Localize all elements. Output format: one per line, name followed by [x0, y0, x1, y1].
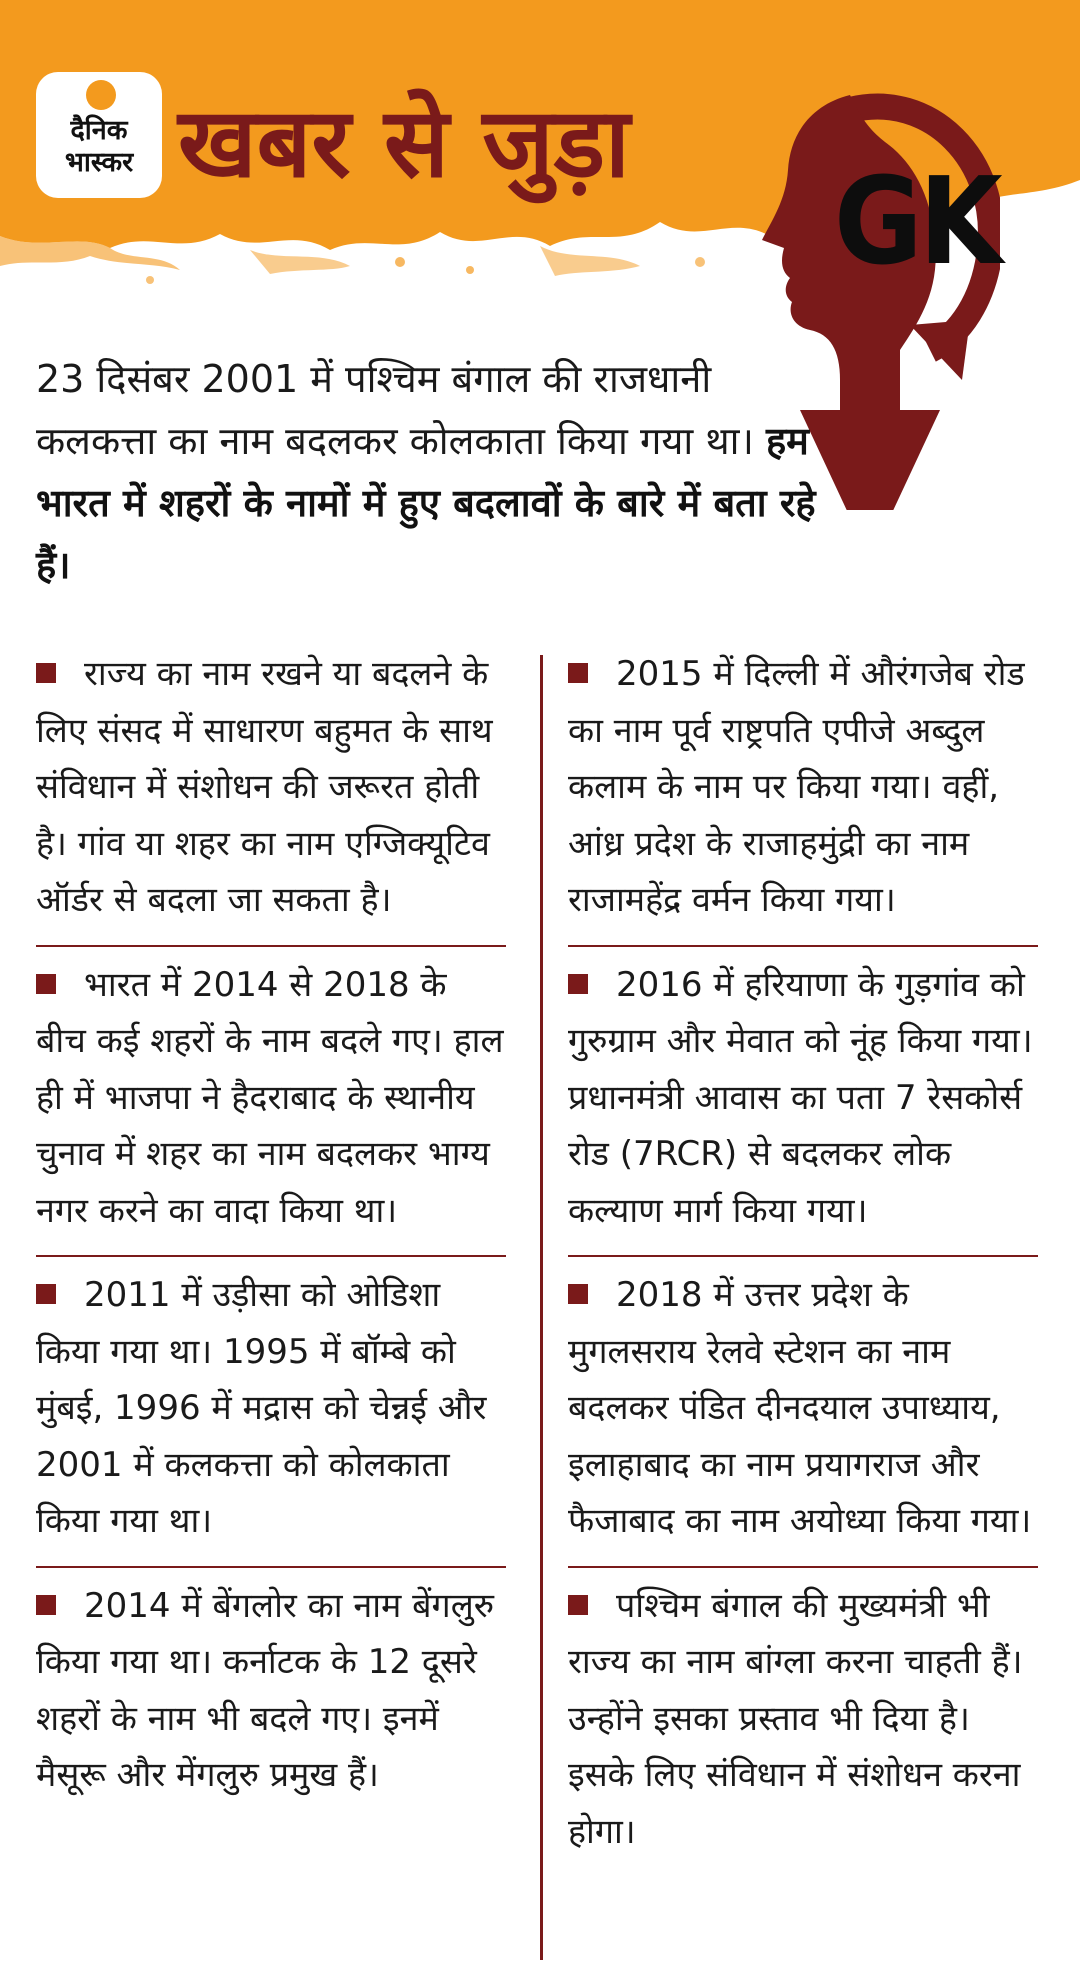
fact-item	[36, 945, 506, 1256]
fact-text: राज्य का नाम रखने या बदलने के लिए संसद में साधारण बहुमत के साथ संविधान में संशोधन की जरूरत होती है। गांव या शहर का नाम एग्जिक्यूटिव ऑर्डर से बदला जा सकता है।	[36, 654, 493, 920]
bullet-square-icon	[36, 1284, 56, 1304]
fact-text: 2011 में उड़ीसा को ओडिशा किया गया था। 1995 में बॉम्बे को मुंबई, 1996 में मद्रास को चेन्नई और 2001 में कलकत्ता को कोलकाता किया गया था।	[36, 1275, 487, 1541]
bullet-square-icon	[36, 663, 56, 683]
left-column	[36, 636, 506, 1820]
dainik-bhaskar-logo	[36, 72, 162, 198]
bullet-square-icon	[568, 1595, 588, 1615]
intro-paragraph	[36, 348, 816, 596]
intro-bold-text: हम भारत में शहरों के नामों में हुए बदलावों के बारे में बता रहे हैं।	[36, 419, 816, 587]
fact-text: पश्चिम बंगाल की मुख्यमंत्री भी राज्य का नाम बांग्ला करना चाहती हैं। उन्होंने इसका प्रस्ताव भी दिया है। इसके लिए संविधान में संशोधन करना होगा।	[568, 1585, 1023, 1852]
bullet-square-icon	[568, 1284, 588, 1304]
logo-text-line2: भास्कर	[64, 147, 134, 178]
fact-item	[568, 1566, 1038, 1877]
fact-item	[36, 1566, 506, 1820]
fact-text: भारत में 2014 से 2018 के बीच कई शहरों के नाम बदले गए। हाल ही में भाजपा ने हैदराबाद के स्थानीय चुनाव में शहर का नाम बदलकर भाग्य नगर करने का वादा किया था।	[36, 964, 504, 1231]
fact-item	[568, 1255, 1038, 1566]
bullet-square-icon	[36, 974, 56, 994]
sun-icon	[86, 80, 116, 110]
fact-text: 2014 में बेंगलोर का नाम बेंगलुरु किया गया था। कर्नाटक के 12 दूसरे शहरों के नाम भी बदले गए। इनमें मैसूरू और मेंगलुरु प्रमुख हैं।	[36, 1585, 495, 1795]
fact-item	[568, 945, 1038, 1256]
bullet-square-icon	[36, 1595, 56, 1615]
fact-item	[568, 636, 1038, 945]
right-column	[568, 636, 1038, 1876]
bullet-square-icon	[568, 663, 588, 683]
fact-item	[36, 1255, 506, 1566]
fact-item	[36, 636, 506, 945]
page-title: खबर से जुड़ा	[178, 87, 630, 199]
fact-text: 2016 में हरियाणा के गुड़गांव को गुरुग्राम और मेवात को नूंह किया गया। प्रधानमंत्री आवास का पता 7 रेसकोर्स रोड (7RCR) से बदलकर लोक कल्याण मार्ग किया गया।	[568, 964, 1033, 1231]
intro-text: 23 दिसंबर 2001 में पश्चिम बंगाल की राजधानी कलकत्ता का नाम बदलकर कोलकाता किया गया था।	[36, 357, 754, 463]
bullet-square-icon	[568, 974, 588, 994]
column-divider	[540, 655, 543, 1960]
fact-text: 2015 में दिल्ली में औरंगजेब रोड का नाम पूर्व राष्ट्रपति एपीजे अब्दुल कलाम के नाम पर किया गया। वहीं, आंध्र प्रदेश के राजाहमुंद्री का नाम राजामहेंद्र वर्मन किया गया।	[568, 654, 1025, 920]
fact-text: 2018 में उत्तर प्रदेश के मुगलसराय रेलवे स्टेशन का नाम बदलकर पंडित दीनदयाल उपाध्याय, इलाहाबाद का नाम प्रयागराज और फैजाबाद का नाम अयोध्या किया गया।	[568, 1275, 1032, 1541]
gk-badge: GK	[834, 153, 1000, 292]
logo-text-line1: दैनिक	[70, 115, 128, 146]
